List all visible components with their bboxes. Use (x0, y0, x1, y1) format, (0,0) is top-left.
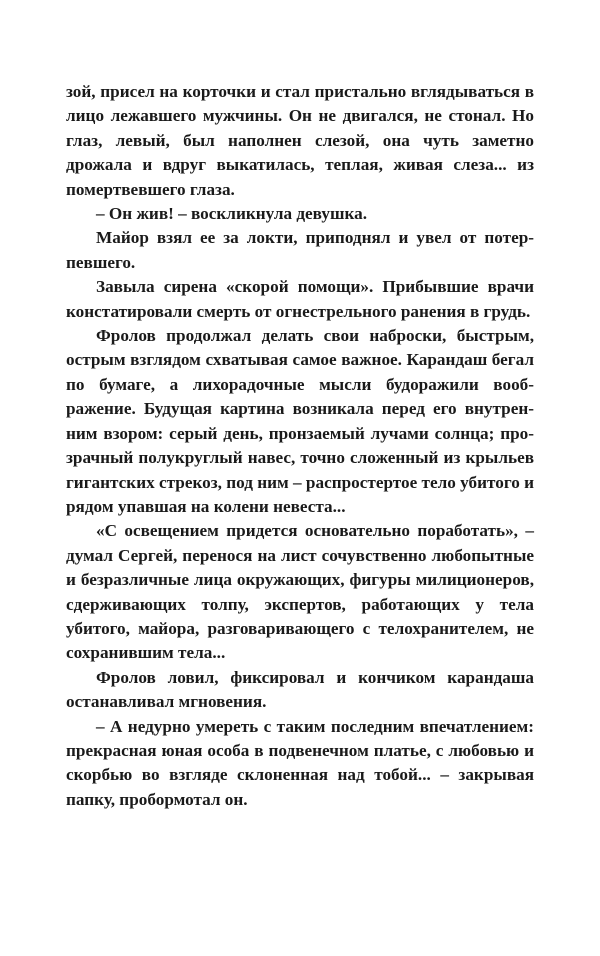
paragraph-5: Фролов продолжал делать свои наброски, быстрым, острым взглядом схватывая самое важное. Карандаш бегал по бумаге, а лихорадочные мысли будоражили воображение. Будущая картина возникала перед его внутренним взором: серый день, пронзаемый лучами солнца; прозрачный полукруглый навес, точно сложенный из крыльев гигантских стрекоз, под ним – распростертое тело убитого и рядом упавшая на колени невеста... (66, 326, 534, 516)
paragraph-2: – Он жив! – воскликнула девушка. (96, 204, 368, 224)
paragraph-7: Фролов ловил, фиксировал и кончиком карандаша останавливал мгновения. (66, 667, 534, 712)
paragraph-3: Майор взял ее за локти, приподнял и увел от потерпевшего. (66, 228, 534, 272)
paragraph-6: «С освещением придется основательно поработать», – думал Сергей, перенося на лист сочувственно любопытные и безразличные лица окружающих, фигуры милиционеров, сдерживающих толпу, экспертов, работающих у тела убитого, майора, разговаривающего с телохранителем, не сохранившим тела... (66, 521, 534, 663)
paragraph-4: Завыла сирена «скорой помощи». Прибывшие врачи констатировали смерть от огнестрельного ранения в грудь. (66, 277, 534, 321)
book-page-text (66, 80, 534, 812)
paragraph-8: – А недурно умереть с таким последним впечатлением: прекрасная юная особа в подвенечном платье, с любовью и скорбью во взгляде склоненная над тобой... – закрывая папку, пробормотал он. (66, 716, 534, 809)
paragraph-1: зой, присел на корточки и стал пристально вглядываться в лицо лежавшего мужчины. Он не двигался, не стонал. Но глаз, левый, был наполнен слезой, она чуть заметно дрожала и вдруг выкатилась, теплая, живая слеза... из помертвевшего глаза. (66, 82, 534, 199)
